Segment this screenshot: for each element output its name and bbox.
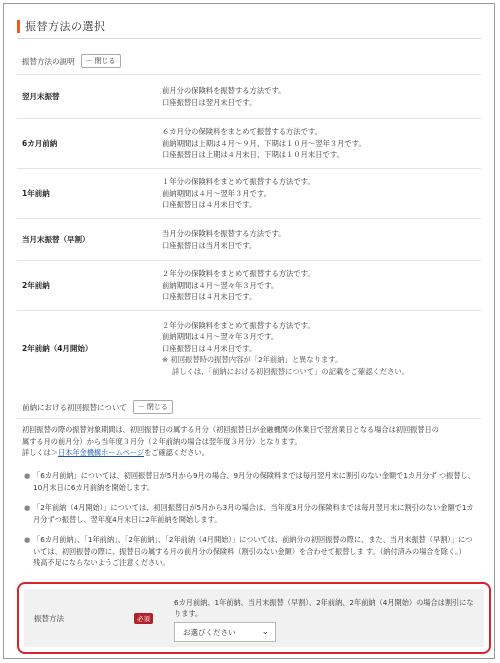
plan-line: 前月分の保険料を振替する方法です。 xyxy=(162,86,286,95)
bullet-tail: 残高不足にならないようご注意ください。 xyxy=(33,558,170,567)
plan-name: 翌月末振替 xyxy=(22,92,60,101)
description-label: 振替方法の説明 xyxy=(22,56,75,66)
plan-line: 前納期間は４月～翌々年３月です。 xyxy=(162,332,279,342)
bullet-text: 「2年前納（4月開始）」については、初回振替日が5月から3月の場合は、当年度3月分の保険料までは毎月翌月末に割引のない金額で1カ月分ずつ振替し、翌年度4月末日に2年前納を開始します。 xyxy=(33,503,474,524)
bullet-text: 「6カ月前納」、「1年前納」、「2年前納」、「2年前納（4月開始）」については、前納分の初回振替の際に、また、当月末振替（早割）」については、初回振替の際に、振替日の属する月の前月分の保険料（割引のない金額）を合わせて振替しま す。（納付済みの場合を除く。） xyxy=(33,535,473,556)
plan-line: ６カ月分の保険料をまとめて振替する方法です。 xyxy=(162,127,322,137)
section-heading xyxy=(17,18,106,34)
page-frame xyxy=(3,3,495,659)
description-close-button[interactable] xyxy=(81,54,121,68)
plan-line: 口座振替日は４月末日です。 xyxy=(162,343,257,353)
prepay-initial-close-button[interactable] xyxy=(133,400,173,414)
bullet-text: 「6カ月前納」については、初回振替日が5月から9月の場合、9月分の保険料までは毎月翌月末に割引のない金額で1カ月分ず つ振替し、10月末日に6カ月前納を開始します。 xyxy=(33,471,475,492)
chevron-down-icon: ⌄ xyxy=(261,627,269,637)
select-value: お選びください xyxy=(183,627,236,637)
plan-name: 6カ月前納 xyxy=(22,139,58,148)
note-bullet xyxy=(22,502,476,525)
plan-line: 口座振替日は４月末日です。 xyxy=(162,292,257,302)
plan-name: 2年前納（4月開始） xyxy=(22,344,93,353)
link-prefix: 詳しくは＞ xyxy=(22,448,58,457)
bullet-dot-icon: ● xyxy=(24,535,31,544)
plan-line: ２年分の保険料をまとめて振替する方法です。 xyxy=(162,269,315,279)
plan-line: ２年分の保険料をまとめて振替する方法です。 xyxy=(162,320,315,330)
note-bullet-list xyxy=(22,470,476,569)
transfer-method-label: 振替方法 xyxy=(34,614,64,623)
plan-row xyxy=(17,310,481,386)
minus-icon: － xyxy=(137,403,145,411)
plan-description xyxy=(162,85,285,108)
heading-accent-bar xyxy=(17,20,20,33)
plan-line: 前納期間は上期は４月～９月、下期は１０月～翌年３月です。 xyxy=(162,138,366,148)
close-label: 閉じる xyxy=(94,57,116,65)
note-bullet xyxy=(22,534,476,569)
paragraph-link-line xyxy=(22,447,476,459)
plan-row xyxy=(17,168,481,218)
close-label: 閉じる xyxy=(146,403,168,411)
plan-description xyxy=(162,126,366,161)
prepay-divider xyxy=(17,418,481,419)
transfer-method-desc: 6カ月前納、1年前納、当月末振替（早割）、2年前納、2年前納（4月開始）の場合は割引になります。 xyxy=(174,598,474,618)
transfer-method-box xyxy=(17,582,491,654)
plan-name: 当月末振替（早割） xyxy=(22,235,90,244)
description-toggle-row xyxy=(22,54,121,68)
bullet-dot-icon: ● xyxy=(24,503,31,512)
bullet-dot-icon: ● xyxy=(24,471,31,480)
plan-line: 口座振替日は当月末日です。 xyxy=(162,240,257,250)
initial-transfer-paragraph xyxy=(22,424,476,459)
prepay-initial-toggle-row xyxy=(22,400,173,414)
plan-line: 口座振替日は翌月末日です。 xyxy=(162,97,257,107)
plan-row xyxy=(17,260,481,310)
page-title: 振替方法の選択 xyxy=(25,20,106,33)
minus-icon: － xyxy=(85,57,93,65)
paragraph-line: 初回振替の際の振替対象期間は、初回振替日の属する月分（初回振替日が金融機関の休業日で翌営業日となる場合は初回振替日の xyxy=(22,425,439,434)
plan-list xyxy=(17,74,481,386)
paragraph-line: 属する月の前月分）から当年度３月分（２年前納の場合は翌年度３月分）となります。 xyxy=(22,436,302,446)
required-badge: 必須 xyxy=(134,613,153,624)
heading-divider xyxy=(17,38,481,39)
note-bullet xyxy=(22,470,476,493)
plan-line: 当月分の保険料を振替する方法です。 xyxy=(162,229,286,238)
plan-name: 2年前納 xyxy=(22,281,50,290)
plan-description xyxy=(162,228,285,251)
plan-line: 口座振替日は上期は４月末日、下期は１０月末日です。 xyxy=(162,150,344,160)
plan-line: 前納期間は４月～翌年３月です。 xyxy=(162,188,271,198)
plan-line: 前納期間は４月～翌々年３月です。 xyxy=(162,280,279,290)
nenkin-homepage-link[interactable]: 日本年金機構ホームページ xyxy=(57,448,145,457)
plan-line: １年分の保険料をまとめて振替する方法です。 xyxy=(162,177,315,187)
plan-name: 1年前納 xyxy=(22,189,50,198)
plan-line: 口座振替日は４月末日です。 xyxy=(162,200,257,210)
prepay-initial-label: 前納における初回振替について xyxy=(22,402,127,412)
plan-row xyxy=(17,118,481,168)
plan-row xyxy=(17,74,481,118)
transfer-method-panel xyxy=(24,589,484,647)
transfer-method-select[interactable] xyxy=(174,622,276,642)
link-suffix: をご確認ください。 xyxy=(144,448,209,457)
plan-description xyxy=(162,268,315,303)
plan-note: 詳しくは、「前納における初回振替について」の記載をご確認ください。 xyxy=(172,366,409,376)
plan-description xyxy=(162,176,315,211)
plan-row xyxy=(17,218,481,260)
plan-description xyxy=(162,320,409,378)
plan-note: ※ 初回振替時の振替内容が「2年前納」と異なります。 xyxy=(162,355,343,365)
